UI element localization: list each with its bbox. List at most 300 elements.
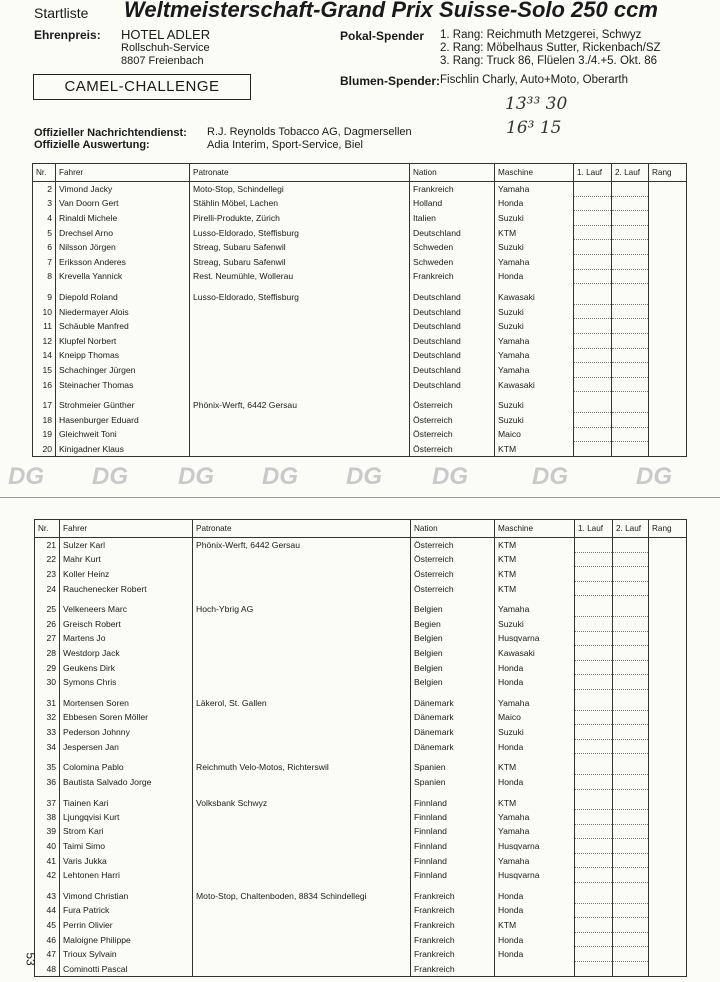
rang-entry — [649, 304, 687, 319]
sponsor: Volksbank Schwyz — [193, 796, 411, 810]
rang-entry — [649, 552, 687, 567]
lauf-1-entry — [574, 377, 612, 392]
nation: Holland — [410, 196, 495, 211]
rider-number: 26 — [35, 616, 60, 631]
lauf-1-entry — [575, 839, 613, 854]
sponsor: Pirelli-Produkte, Zürich — [190, 211, 410, 226]
table-row — [35, 602, 687, 616]
lauf-1-entry — [574, 348, 612, 363]
machine: Yamaha — [495, 602, 575, 616]
lauf-1-entry — [574, 412, 612, 427]
lauf-1-entry — [575, 631, 613, 646]
pokal-line-2: 2. Rang: Möbelhaus Sutter, Rickenbach/SZ — [440, 42, 661, 54]
col-lauf-2: 2. Lauf — [612, 164, 649, 182]
table-row — [35, 824, 687, 839]
col-nr: Nr. — [33, 164, 56, 182]
sponsor: Reichmuth Velo-Motos, Richterswil — [193, 760, 411, 774]
machine: Maico — [495, 710, 575, 725]
table-row — [35, 774, 687, 789]
machine: Kawasaki — [495, 290, 574, 304]
rider-name: Vimond Jacky — [56, 182, 190, 197]
rider-name: Martens Jo — [60, 631, 193, 646]
rider-name: Diepold Roland — [56, 290, 190, 304]
lauf-2-entry — [613, 889, 649, 903]
table-row — [33, 363, 687, 378]
lauf-1-entry — [574, 196, 612, 211]
lauf-2-entry — [613, 760, 649, 774]
watermark-stamp: DG — [262, 463, 298, 490]
rang-entry — [649, 853, 687, 868]
nation: Deutschland — [410, 363, 495, 378]
table-row — [33, 254, 687, 269]
sponsor: Streag, Subaru Safenwil — [190, 240, 410, 255]
lauf-1-entry — [574, 398, 612, 412]
rider-number: 2 — [33, 182, 56, 197]
rider-name: Mortensen Soren — [60, 696, 193, 710]
nation: Deutschland — [410, 290, 495, 304]
table-row — [35, 725, 687, 740]
col-lauf-2: 2. Lauf — [613, 520, 649, 538]
machine: KTM — [495, 538, 575, 553]
nation: Belgien — [411, 675, 495, 690]
lauf-2-entry — [613, 868, 649, 883]
machine: Suzuki — [495, 725, 575, 740]
rang-entry — [649, 412, 687, 427]
watermark-stamp: DG — [636, 463, 672, 490]
rider-number: 7 — [33, 254, 56, 269]
table-row — [33, 304, 687, 319]
nation: Finnland — [411, 868, 495, 883]
lauf-2-entry — [613, 581, 649, 596]
watermark-stamp: DG — [8, 463, 44, 490]
sponsor — [190, 333, 410, 348]
table-row — [35, 760, 687, 774]
nation: Schweden — [410, 254, 495, 269]
machine: Honda — [495, 947, 575, 962]
rider-name: Rinaldi Michele — [56, 211, 190, 226]
nachrichten-label: Offizieller Nachrichtendienst: — [34, 127, 187, 139]
machine: Husqvarna — [495, 839, 575, 854]
sponsor — [193, 646, 411, 661]
nation: Österreich — [411, 581, 495, 596]
lauf-1-entry — [575, 616, 613, 631]
table-row — [35, 962, 687, 977]
rang-entry — [649, 739, 687, 754]
rang-entry — [649, 631, 687, 646]
table-row — [33, 269, 687, 284]
lauf-2-entry — [613, 710, 649, 725]
machine: KTM — [495, 796, 575, 810]
rider-name: Steinacher Thomas — [56, 377, 190, 392]
rang-entry — [649, 398, 687, 412]
pokal-line-3: 3. Rang: Truck 86, Flüelen 3./4.+5. Okt. 86 — [440, 55, 658, 67]
nation: Österreich — [411, 538, 495, 553]
rider-name: Pederson Johnny — [60, 725, 193, 740]
lauf-2-entry — [613, 774, 649, 789]
sponsor — [193, 962, 411, 977]
sponsor — [193, 810, 411, 825]
lauf-1-entry — [575, 796, 613, 810]
lauf-2-entry — [613, 903, 649, 918]
table-row — [33, 319, 687, 334]
machine: Suzuki — [495, 240, 574, 255]
nation: Finnland — [411, 824, 495, 839]
rider-number: 37 — [35, 796, 60, 810]
rang-entry — [649, 602, 687, 616]
machine: Husqvarna — [495, 631, 575, 646]
rider-number: 18 — [33, 412, 56, 427]
rang-entry — [649, 225, 687, 240]
lauf-1-entry — [575, 725, 613, 740]
lauf-2-entry — [612, 363, 649, 378]
rider-number: 34 — [35, 739, 60, 754]
nation: Frankreich — [410, 269, 495, 284]
machine: Honda — [495, 903, 575, 918]
table-row — [35, 918, 687, 933]
lauf-2-entry — [613, 824, 649, 839]
startliste-label: Startliste — [34, 5, 89, 21]
rider-name: Schachinger Jürgen — [56, 363, 190, 378]
nation: Belgien — [411, 660, 495, 675]
rider-number: 27 — [35, 631, 60, 646]
pokal-line-1: 1. Rang: Reichmuth Metzgerei, Schwyz — [440, 29, 642, 41]
table-row — [35, 947, 687, 962]
ehrenpreis-line-3: 8807 Freienbach — [121, 55, 204, 67]
rider-name: Lehtonen Harri — [60, 868, 193, 883]
rang-entry — [649, 581, 687, 596]
lauf-2-entry — [612, 225, 649, 240]
machine: Honda — [495, 269, 574, 284]
rang-entry — [649, 774, 687, 789]
nation: Österreich — [410, 398, 495, 412]
start-table-2 — [34, 519, 687, 977]
table-row — [35, 646, 687, 661]
sponsor — [190, 304, 410, 319]
nation: Finnland — [411, 839, 495, 854]
table-row — [35, 616, 687, 631]
watermark-stamp: DG — [346, 463, 382, 490]
rider-name: Geukens Dirk — [60, 660, 193, 675]
table-row — [33, 240, 687, 255]
nation: Frankreich — [411, 962, 495, 977]
rider-name: Krevella Yannick — [56, 269, 190, 284]
rider-number: 5 — [33, 225, 56, 240]
lauf-2-entry — [613, 646, 649, 661]
rider-name: Velkeneers Marc — [60, 602, 193, 616]
rang-entry — [649, 760, 687, 774]
sponsor — [190, 363, 410, 378]
ehrenpreis-line-2: Rollschuh-Service — [121, 42, 210, 54]
rider-number: 32 — [35, 710, 60, 725]
lauf-1-entry — [575, 739, 613, 754]
machine — [495, 962, 575, 977]
rang-entry — [649, 333, 687, 348]
rang-entry — [649, 810, 687, 825]
rider-number: 33 — [35, 725, 60, 740]
machine: Suzuki — [495, 398, 574, 412]
rider-number: 17 — [33, 398, 56, 412]
rang-entry — [649, 646, 687, 661]
lauf-2-entry — [613, 810, 649, 825]
nation: Frankreich — [411, 889, 495, 903]
machine: Kawasaki — [495, 377, 574, 392]
rider-name: Tiainen Kari — [60, 796, 193, 810]
machine: Honda — [495, 675, 575, 690]
lauf-1-entry — [574, 304, 612, 319]
rider-number: 6 — [33, 240, 56, 255]
rider-number: 43 — [35, 889, 60, 903]
col-fahrer: Fahrer — [56, 164, 190, 182]
nation: Deutschland — [410, 348, 495, 363]
rang-entry — [649, 947, 687, 962]
lauf-1-entry — [575, 696, 613, 710]
rider-name: Perrin Olivier — [60, 918, 193, 933]
lauf-1-entry — [574, 182, 612, 197]
nation: Frankreich — [410, 182, 495, 197]
sponsor — [190, 319, 410, 334]
rider-name: Varis Jukka — [60, 853, 193, 868]
lauf-1-entry — [575, 675, 613, 690]
nation: Dänemark — [411, 739, 495, 754]
lauf-2-entry — [612, 269, 649, 284]
lauf-2-entry — [613, 796, 649, 810]
rider-number: 41 — [35, 853, 60, 868]
machine: KTM — [495, 567, 575, 582]
col-lauf-1: 1. Lauf — [575, 520, 613, 538]
lauf-2-entry — [612, 348, 649, 363]
table-row — [35, 581, 687, 596]
table-row — [35, 660, 687, 675]
machine: Honda — [495, 932, 575, 947]
machine: Suzuki — [495, 211, 574, 226]
lauf-1-entry — [574, 363, 612, 378]
rider-number: 48 — [35, 962, 60, 977]
lauf-1-entry — [574, 225, 612, 240]
watermark-stamp: DG — [92, 463, 128, 490]
table-row — [33, 398, 687, 412]
nachrichten-value: R.J. Reynolds Tobacco AG, Dagmersellen — [207, 126, 412, 138]
rang-entry — [649, 696, 687, 710]
nation: Österreich — [410, 442, 495, 457]
rider-number: 40 — [35, 839, 60, 854]
sponsor — [193, 581, 411, 596]
nation: Frankreich — [411, 918, 495, 933]
table-row — [33, 333, 687, 348]
rang-entry — [649, 725, 687, 740]
col-fahrer: Fahrer — [60, 520, 193, 538]
nation: Dänemark — [411, 710, 495, 725]
lauf-1-entry — [575, 760, 613, 774]
table-row — [35, 567, 687, 582]
sponsor — [190, 377, 410, 392]
rider-number: 45 — [35, 918, 60, 933]
ehrenpreis-label: Ehrenpreis: — [34, 28, 101, 42]
table-row — [35, 839, 687, 854]
rider-number: 20 — [33, 442, 56, 457]
lauf-2-entry — [612, 333, 649, 348]
rider-name: Ebbesen Soren Möller — [60, 710, 193, 725]
lauf-1-entry — [574, 211, 612, 226]
col-nr: Nr. — [35, 520, 60, 538]
col-maschine: Maschine — [495, 164, 574, 182]
lauf-1-entry — [575, 774, 613, 789]
rider-number: 9 — [33, 290, 56, 304]
lauf-1-entry — [575, 853, 613, 868]
lauf-1-entry — [575, 567, 613, 582]
rider-number: 10 — [33, 304, 56, 319]
sponsor — [193, 932, 411, 947]
lauf-2-entry — [613, 631, 649, 646]
lauf-2-entry — [613, 839, 649, 854]
watermark-stamp: DG — [178, 463, 214, 490]
lauf-1-entry — [575, 581, 613, 596]
rider-name: Westdorp Jack — [60, 646, 193, 661]
rang-entry — [649, 824, 687, 839]
sponsor: Phönix-Werft, 6442 Gersau — [190, 398, 410, 412]
rang-entry — [649, 211, 687, 226]
rang-entry — [649, 567, 687, 582]
table-row — [33, 377, 687, 392]
rider-name: Drechsel Arno — [56, 225, 190, 240]
rang-entry — [649, 796, 687, 810]
nation: Frankreich — [411, 903, 495, 918]
lauf-1-entry — [575, 810, 613, 825]
machine: Honda — [495, 660, 575, 675]
rider-number: 11 — [33, 319, 56, 334]
lauf-2-entry — [613, 552, 649, 567]
machine: Yamaha — [495, 182, 574, 197]
sponsor — [190, 412, 410, 427]
start-table-1 — [32, 163, 687, 457]
nation: Belgien — [411, 646, 495, 661]
sponsor — [193, 710, 411, 725]
sponsor: Stählin Möbel, Lachen — [190, 196, 410, 211]
machine: KTM — [495, 442, 574, 457]
col-nation: Nation — [410, 164, 495, 182]
nation: Italien — [410, 211, 495, 226]
sponsor — [193, 739, 411, 754]
table-row — [33, 196, 687, 211]
rider-number: 4 — [33, 211, 56, 226]
rang-entry — [649, 710, 687, 725]
rider-number: 19 — [33, 427, 56, 442]
machine: Yamaha — [495, 348, 574, 363]
table-row — [33, 211, 687, 226]
lauf-2-entry — [613, 918, 649, 933]
lauf-2-entry — [612, 211, 649, 226]
machine: Yamaha — [495, 254, 574, 269]
lauf-2-entry — [613, 538, 649, 553]
machine: KTM — [495, 918, 575, 933]
table-row — [35, 552, 687, 567]
col-nation: Nation — [411, 520, 495, 538]
rider-number: 8 — [33, 269, 56, 284]
rider-number: 29 — [35, 660, 60, 675]
rang-entry — [649, 868, 687, 883]
rider-name: Eriksson Anderes — [56, 254, 190, 269]
rider-name: Symons Chris — [60, 675, 193, 690]
rider-name: Klupfel Norbert — [56, 333, 190, 348]
sponsor — [193, 660, 411, 675]
rang-entry — [649, 196, 687, 211]
col-lauf-1: 1. Lauf — [574, 164, 612, 182]
machine: Kawasaki — [495, 646, 575, 661]
page-number: 53 — [23, 952, 38, 966]
lauf-1-entry — [575, 660, 613, 675]
lauf-2-entry — [612, 182, 649, 197]
rider-number: 39 — [35, 824, 60, 839]
rider-name: Kneipp Thomas — [56, 348, 190, 363]
lauf-2-entry — [613, 696, 649, 710]
lauf-1-entry — [575, 868, 613, 883]
rider-number: 25 — [35, 602, 60, 616]
sponsor — [193, 725, 411, 740]
rang-entry — [649, 319, 687, 334]
rider-number: 42 — [35, 868, 60, 883]
sponsor — [193, 774, 411, 789]
table-row — [35, 868, 687, 883]
rider-number: 15 — [33, 363, 56, 378]
rider-name: Greisch Robert — [60, 616, 193, 631]
sponsor: Hoch-Ybrig AG — [193, 602, 411, 616]
rang-entry — [649, 616, 687, 631]
sponsor — [193, 853, 411, 868]
rider-name: Niedermayer Alois — [56, 304, 190, 319]
nation: Dänemark — [411, 696, 495, 710]
rider-number: 44 — [35, 903, 60, 918]
rider-name: Ljungqvisi Kurt — [60, 810, 193, 825]
sponsor — [193, 631, 411, 646]
nation: Österreich — [410, 412, 495, 427]
lauf-1-entry — [574, 254, 612, 269]
lauf-2-entry — [613, 947, 649, 962]
rider-name: Kinigadner Klaus — [56, 442, 190, 457]
rang-entry — [649, 254, 687, 269]
sponsor — [193, 824, 411, 839]
blumen-label: Blumen-Spender: — [340, 74, 441, 88]
rider-name: Gleichweit Toni — [56, 427, 190, 442]
rang-entry — [649, 932, 687, 947]
nation: Deutschland — [410, 225, 495, 240]
rider-number: 24 — [35, 581, 60, 596]
rang-entry — [649, 675, 687, 690]
rider-number: 30 — [35, 675, 60, 690]
nation: Finnland — [411, 853, 495, 868]
sponsor — [193, 616, 411, 631]
watermark-stamp: DG — [532, 463, 568, 490]
rider-number: 21 — [35, 538, 60, 553]
sponsor — [193, 868, 411, 883]
machine: Yamaha — [495, 333, 574, 348]
lauf-2-entry — [612, 319, 649, 334]
rider-number: 23 — [35, 567, 60, 582]
table-row — [35, 710, 687, 725]
lauf-2-entry — [613, 725, 649, 740]
sponsor — [193, 839, 411, 854]
rider-name: Hasenburger Eduard — [56, 412, 190, 427]
lauf-2-entry — [612, 377, 649, 392]
machine: Suzuki — [495, 616, 575, 631]
table-row — [35, 538, 687, 553]
rider-name: Strohmeier Günther — [56, 398, 190, 412]
lauf-1-entry — [575, 889, 613, 903]
table-row — [35, 903, 687, 918]
machine: Suzuki — [495, 304, 574, 319]
lauf-2-entry — [612, 254, 649, 269]
col-patronate: Patronate — [190, 164, 410, 182]
lauf-2-entry — [613, 675, 649, 690]
rider-name: Strom Kari — [60, 824, 193, 839]
